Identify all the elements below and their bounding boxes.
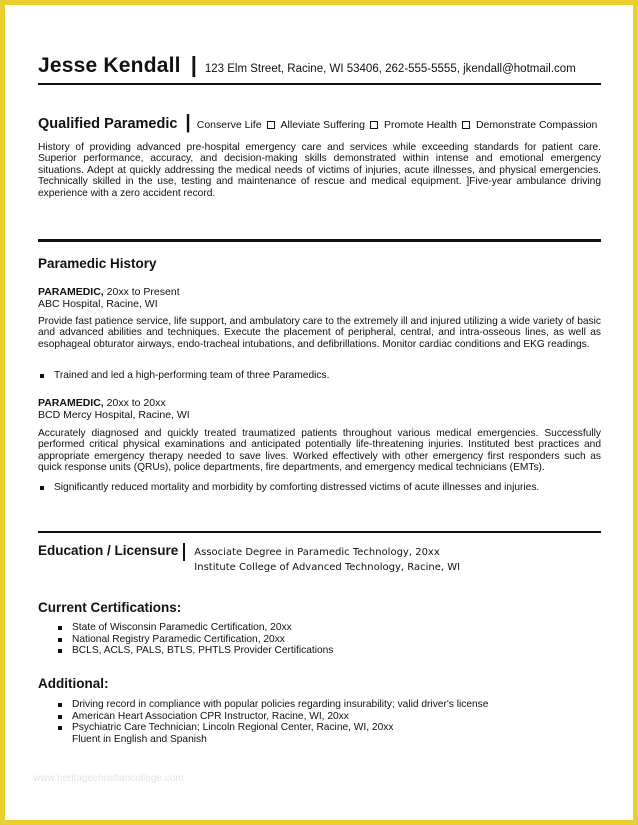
education-title: Education / Licensure — [38, 543, 179, 558]
education-details — [194, 545, 460, 575]
bullet-icon — [40, 374, 44, 378]
job-bullet — [38, 482, 539, 493]
job-bullet-text: Trained and led a high-performing team of three Paramedics. — [54, 370, 330, 381]
qualification-separator: | — [185, 112, 191, 133]
skill-item: Promote Health — [384, 119, 457, 131]
education-degree: Associate Degree in Paramedic Technology, 20xx — [194, 547, 440, 558]
education-separator — [183, 543, 185, 561]
header-rule — [38, 83, 601, 85]
square-bullet-icon — [267, 121, 275, 129]
bullet-icon — [58, 638, 62, 642]
skill-item: Conserve Life — [196, 119, 262, 131]
list-item — [38, 645, 333, 657]
job-title: PARAMEDIC, — [38, 397, 104, 409]
list-item-text: Psychiatric Care Technician; Lincoln Regional Center, Racine, WI, 20xx — [72, 722, 394, 734]
job-title-line — [38, 286, 180, 298]
bullet-icon — [58, 726, 62, 730]
job-organization: ABC Hospital, Racine, WI — [38, 298, 158, 310]
candidate-name: Jesse Kendall — [38, 54, 181, 77]
bullet-icon — [58, 626, 62, 630]
list-item — [38, 634, 333, 646]
skill-item: Demonstrate Compassion — [475, 119, 598, 131]
list-item — [38, 622, 333, 634]
header-separator: | — [190, 52, 197, 77]
education-section — [38, 543, 460, 575]
job-organization: BCD Mercy Hospital, Racine, WI — [38, 409, 190, 421]
list-item-text: Driving record in compliance with popular policies regarding insurability; valid driver's license — [72, 699, 489, 710]
contact-info: 123 Elm Street, Racine, WI 53406, 262-555-5555, jkendall@hotmail.com — [204, 63, 576, 75]
qualification-title: Qualified Paramedic — [38, 116, 178, 132]
list-item-text: State of Wisconsin Paramedic Certification, 20xx — [72, 622, 292, 633]
job-title: PARAMEDIC, — [38, 286, 104, 298]
job-description: Provide fast patience service, life support, and ambulatory care to the extremely ill and injured utilizing a wide variety of basic and advanced abilities and techniques. Execute the placement of peripheral, central, and intra-osseous lines, as well as esophageal obturator airways, endo-tracheal intubations, and defibrillations. Monitor cardiac conditions and EKG readings. — [38, 316, 601, 350]
job-bullet — [38, 370, 329, 381]
list-item — [38, 734, 488, 746]
bullet-icon — [40, 486, 44, 490]
watermark: www.heritagechristiancollege.com — [33, 773, 184, 784]
list-item-text: American Heart Association CPR Instructor, Racine, WI, 20xx — [72, 710, 349, 722]
certifications-title: Current Certifications: — [38, 600, 182, 615]
skill-item: Alleviate Suffering — [280, 119, 365, 131]
education-school: Institute College of Advanced Technology, Racine, WI — [194, 562, 461, 573]
list-item — [38, 722, 488, 734]
list-item — [38, 711, 488, 723]
list-item-text: National Registry Paramedic Certification, 20xx — [72, 633, 285, 645]
certifications-list — [38, 622, 333, 657]
job-dates: 20xx to Present — [103, 286, 180, 298]
job-dates: 20xx to 20xx — [103, 397, 166, 409]
additional-title: Additional: — [38, 676, 109, 691]
list-item-text: BCLS, ACLS, PALS, BTLS, PHTLS Provider Certifications — [72, 645, 334, 657]
history-title: Paramedic History — [38, 256, 157, 271]
skills-list — [197, 119, 598, 131]
list-item — [38, 699, 488, 711]
section-rule — [38, 531, 601, 533]
resume-header — [38, 54, 601, 78]
square-bullet-icon — [370, 121, 378, 129]
additional-list — [38, 699, 488, 745]
qualification-line — [38, 113, 601, 132]
summary-paragraph: History of providing advanced pre-hospital emergency care and services while exceeding standards for patient care. Superior performance, accuracy, and decision-making skills demonstrated within intense and emotional emergency situations. Adept at quickly addressing the medical needs of victims of injuries, acute illnesses, and physical emergencies. Technically skilled in the use, testing and maintenance of rescue and medical equipment. ]Five-year ambulance driving experience with a zero accident record. — [38, 142, 601, 199]
bullet-icon — [58, 649, 62, 653]
bullet-icon — [58, 703, 62, 707]
job-description: Accurately diagnosed and quickly treated traumatized patients throughout various medical emergencies. Successfully performed critical physical examinations and anticipated potentially life-threatening injuries. Instituted best practices and appropriate emergency therapy needed to save lives. Worked effectively with other emergency first responders such as quick response units (QRUs), police departments, fire departments, and emergency medical technicians (EMTs). — [38, 428, 601, 474]
section-rule — [38, 239, 601, 242]
job-title-line — [38, 397, 166, 409]
job-bullet-text: Significantly reduced mortality and morbidity by comforting distressed victims of acute illnesses and injuries. — [54, 482, 540, 493]
square-bullet-icon — [462, 121, 470, 129]
list-item-text: Fluent in English and Spanish — [72, 733, 207, 745]
bullet-icon — [58, 715, 62, 719]
